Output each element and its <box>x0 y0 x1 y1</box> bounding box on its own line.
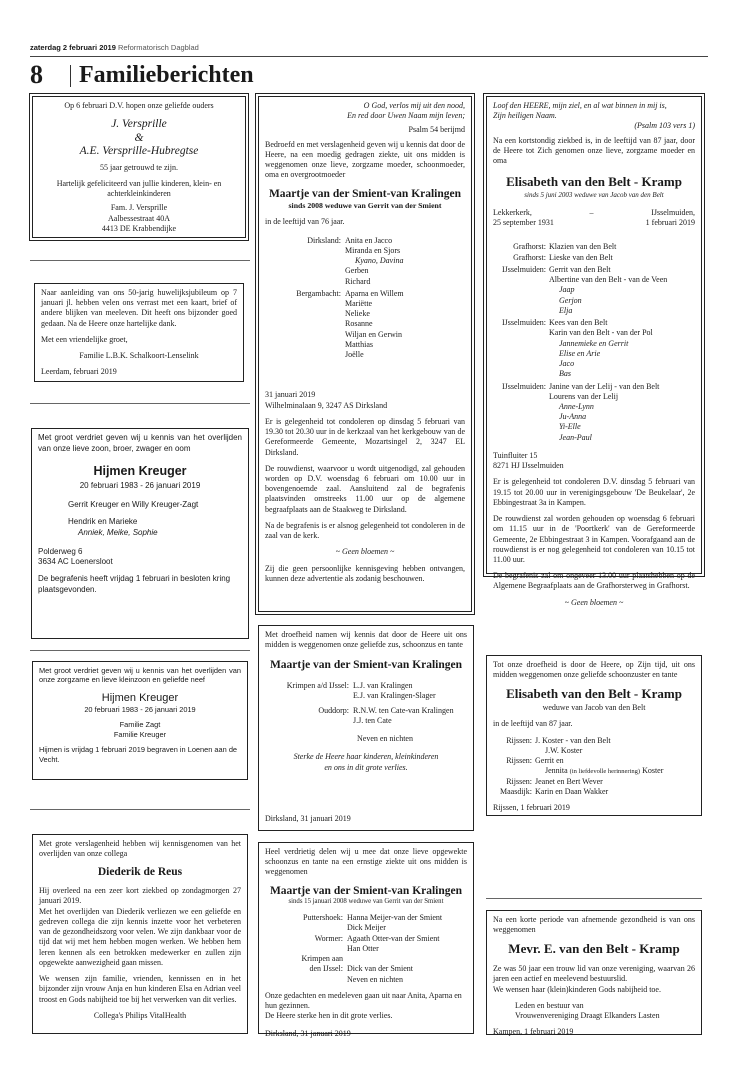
ad9-dates <box>493 218 695 228</box>
ad10-f4: Jennita <box>545 766 568 776</box>
ad6-p3: Na de begrafenis is er alsnog gelegenheid tot condoleren in de zaal van de kerk. <box>265 520 465 541</box>
ad9-verse1: Loof den HEERE, mijn ziel, en al wat binnen in mij is, <box>493 101 667 110</box>
ad10-place3: Rijssen: <box>506 776 532 786</box>
ad9-places <box>493 208 695 218</box>
ad9-family-row <box>493 318 695 379</box>
ad8-p2: De Heere sterke hen in dit grote verlies. <box>265 1011 393 1021</box>
ad6-p4: Zij die geen persoonlijke kennisgeving hebben ontvangen, kunnen deze advertentie als zodanig beschouwen. <box>265 563 465 583</box>
ad4-fam1: Familie Zagt <box>119 720 161 730</box>
section-title: Familieberichten <box>79 62 254 88</box>
ad8-f2: Dick Meijer <box>347 923 386 933</box>
ad10-place2: Rijssen: <box>506 756 532 766</box>
ad8-family1 <box>265 913 467 933</box>
ad6-place2: Bergambacht: <box>296 288 341 298</box>
ad7-name: Maartje van der Smient-van Kralingen <box>269 659 463 672</box>
ad9-family-row <box>493 265 695 316</box>
ad9-family-names <box>549 253 613 263</box>
ad1-amp: & <box>134 131 144 144</box>
ad10-family4 <box>493 787 695 797</box>
ad7-verse1: Sterke de Heere haar kinderen, kleinkinderen <box>293 752 439 762</box>
ad7-f1: L.J. van Kralingen <box>353 681 413 691</box>
ad6-family-bergambacht <box>265 289 465 361</box>
ad5-name: Diederik de Reus <box>97 866 183 879</box>
ad9-city: 8271 HJ IJsselmuiden <box>493 461 564 471</box>
ad9-family-child: Gerjon <box>559 295 582 305</box>
ad3-name: Hijmen Kreuger <box>93 463 187 478</box>
ad-vandenbelt-relatives <box>486 655 702 816</box>
ad6-ref: Psalm 54 berijmd <box>408 125 465 135</box>
ad6-flowers: ~ Geen bloemen ~ <box>335 547 395 557</box>
ad6-place1: Dirksland: <box>307 235 341 245</box>
ad9-family-row <box>493 382 695 443</box>
ad11-sign2: Vrouwenvereniging Draagt Elkanders Lasten <box>515 1011 660 1021</box>
ad3-burial: De begrafenis heeft vrijdag 1 februari in besloten kring plaatsgevonden. <box>38 574 231 595</box>
ad9-family-child: Jaap <box>559 285 575 295</box>
ad4-intro: Met groot verdriet geven wij u kennis van het overlijden van onze zorgzame en lieve kleinzoon en geliefde neef <box>39 666 241 685</box>
ad6-f1: Anita en Jacco <box>345 235 393 245</box>
ad7-date: Dirksland, 31 januari 2019 <box>265 813 351 823</box>
ad7-intro: Met droefheid namen wij kennis dat door de Heere uit ons midden is weggenomen onze geliefde zus, schoonzus en tante <box>265 630 467 650</box>
ad9-street: Tuinfluiter 15 <box>493 450 538 460</box>
ad7-place2: Ouddorp: <box>318 705 349 715</box>
ad6-since: sinds 2008 weduwe van Gerrit van der Smient <box>288 201 442 211</box>
ad1-name2: A.E. Versprille-Hubregtse <box>79 145 199 158</box>
ad6-f5: Aparna en Willem <box>345 288 404 298</box>
ad8-f5: Dick van der Smient <box>347 964 413 974</box>
ad-kreuger-family <box>31 428 249 639</box>
ad6-f2b: Kyano, Davina <box>355 256 404 266</box>
ad3-city: 3634 AC Loenersloot <box>38 557 113 567</box>
header-paper: Reformatorisch Dagblad <box>117 43 199 52</box>
ad11-p1: Ze was 50 jaar een trouw lid van onze vereniging, waarvan 26 jaren een actief en meelevend bestuurslid. <box>493 964 695 984</box>
ad9-ddate: 1 februari 2019 <box>645 218 695 228</box>
ad7-f2: E.J. van Kralingen-Slager <box>353 691 436 701</box>
ad9-family-child: Elise en Arie <box>559 348 601 358</box>
ad7-family1 <box>265 681 467 701</box>
ad9-family-name: Kees van den Belt <box>549 318 608 328</box>
ad6-f4: Richard <box>345 276 371 286</box>
ad9-family-names <box>549 242 616 252</box>
ad3-siblings: Hendrik en Marieke <box>68 517 138 527</box>
ad9-family-child: Ju-Anna <box>559 412 587 422</box>
ad9-family-name: Karin van den Belt - van der Pol <box>549 328 653 338</box>
ad9-family-child: Jannemieke en Gerrit <box>559 338 629 348</box>
ad10-place1: Rijssen: <box>506 735 532 745</box>
ad-schalkoort-thanks <box>34 283 244 382</box>
ad5-p1: Hij overleed na een zeer kort ziekbed op zondagmorgen 27 januari 2019. <box>39 886 241 906</box>
ad5-intro: Met grote verslagenheid hebben wij kennisgenomen van het overlijden van onze collega <box>39 839 241 859</box>
ad6-f6: Mariëtte <box>345 298 373 308</box>
ad1-city: 4413 DE Krabbendijke <box>101 223 177 233</box>
ad8-place2: Wormer: <box>314 933 343 943</box>
separator <box>30 650 250 651</box>
ad9-family-name: Janine van der Lelij - van den Belt <box>549 381 660 391</box>
ad10-f2: J.W. Koster <box>545 745 583 755</box>
title-separator <box>70 65 71 87</box>
ad7-place1: Krimpen a/d IJssel: <box>286 681 349 691</box>
ad10-place4: Maasdijk: <box>500 786 532 796</box>
ad10-family1 <box>493 736 695 756</box>
ad10-names2 <box>535 756 663 777</box>
ad-kreuger-grandparents <box>32 661 248 780</box>
ad9-family-names <box>549 265 667 316</box>
ad9-family-place: IJsselmuiden: <box>502 381 546 391</box>
ad4-dates: 20 februari 1983 - 26 januari 2019 <box>84 705 196 715</box>
ad8-f4: Han Otter <box>347 943 379 953</box>
ad8-place3 <box>265 954 347 985</box>
ad8-p1: Onze gedachten en medeleven gaan uit naar Anita, Aparna en hun gezinnen. <box>265 990 462 1010</box>
ad9-family-place: IJsselmuiden: <box>502 264 546 274</box>
ad1-name1: J. Versprille <box>111 118 167 131</box>
ad8-place3b: den IJssel: <box>309 964 343 974</box>
ad9-family-list <box>493 242 695 442</box>
ad9-p2: De rouwdienst zal worden gehouden op woensdag 6 februari om 11.15 uur in de 'Poortkerk' van de Gereformeerde Gemeente, 2e Ebbingestraat 3 in Kampen. Voorafgaand aan de rouwdienst is er nog gelegenheid tot condoleren van 10.15 tot 11.00 uur. <box>493 514 695 565</box>
ad6-family-dirksland <box>265 236 465 287</box>
ad6-intro: Bedroefd en met verslagenheid geven wij u kennis dat door de Heere, na een moedig gedragen ziekte, uit ons midden is weggenomen onze lieve, zorgzame moeder, schoonmoeder, oma en overgrootmoeder <box>265 139 465 180</box>
ad4-burial: Hijmen is vrijdag 1 februari 2019 begraven in Loenen aan de Vecht. <box>39 745 238 764</box>
ad9-intro: Na een kortstondig ziekbed is, in de leeftijd van 87 jaar, door de Heere tot Zich genomen onze lieve, zorgzame moeder en oma <box>493 135 695 166</box>
ad3-intro: Met groot verdriet geven wij u kennis van het overlijden van onze lieve zoon, broer, zwager en oom <box>38 433 242 453</box>
ad9-flowers: ~ Geen bloemen ~ <box>564 597 624 607</box>
ad1-fam: Fam. J. Versprille <box>110 203 168 213</box>
ad10-f1: J. Koster - van den Belt <box>535 735 611 745</box>
ad6-f3: Gerben <box>345 266 369 276</box>
separator <box>486 898 702 899</box>
separator <box>30 809 250 810</box>
ad-smient-family <box>258 96 472 612</box>
ad4-fam2: Familie Kreuger <box>113 729 167 739</box>
ad9-family-child: Jaco <box>559 359 575 369</box>
ad10-f4b: (in liefdevolle herinnering) <box>569 768 641 776</box>
ad6-f8: Rosanne <box>345 319 373 329</box>
ad6-age: in de leeftijd van 76 jaar. <box>265 217 345 227</box>
ad7-f4: J.J. ten Cate <box>353 715 392 725</box>
ad10-f4c: Koster <box>642 766 664 776</box>
ad9-family-row <box>493 242 695 252</box>
ad8-date: Dirksland, 31 januari 2019 <box>265 1029 351 1039</box>
ad9-family-child: Anne-Lynn <box>559 401 594 411</box>
ad8-names1 <box>347 913 442 933</box>
ad3-dates: 20 februari 1983 - 26 januari 2019 <box>79 481 201 491</box>
ad8-since: sinds 15 januari 2008 weduwe van Gerrit van der Smient <box>288 898 444 906</box>
ad8-place3a: Krimpen aan <box>301 954 343 964</box>
ad10-f3: Gerrit en <box>535 756 564 766</box>
ad7-names2 <box>353 706 454 726</box>
ad2-text: Naar aanleiding van ons 50-jarig huwelijksjubileum op 7 januari jl. hebben velen ons verrast met een kaart, brief of andere blijken van meeleven. Dit heeft ons bijzonder goed gedaan. Na de Heere onze hartelijke dank. <box>41 288 237 328</box>
ad9-family-child: Yi-Elle <box>559 422 581 432</box>
page-header <box>30 43 199 53</box>
separator <box>30 403 250 404</box>
ad6-f9: Wiljan en Gerwin <box>345 329 402 339</box>
ad6-names1 <box>345 236 403 287</box>
ad6-names2 <box>345 289 404 361</box>
ad8-f3: Agaath Otter-van der Smient <box>347 933 440 943</box>
ad9-p1: Er is gelegenheid tot condoleren D.V. dinsdag 5 februari van 19.15 tot 20.00 uur in verenigingsgebouw 'De Beukelaar', 2e Ebbingestraat 3a in Kampen. <box>493 477 695 507</box>
ad10-name: Elisabeth van den Belt - Kramp <box>506 686 682 702</box>
ad9-family-place: Grafhorst: <box>513 242 546 252</box>
ad6-f11: Joëlle <box>345 350 364 360</box>
ad11-date: Kampen, 1 februari 2019 <box>493 1027 574 1037</box>
ad5-p3: We wensen zijn familie, vrienden, kennissen en in het bijzonder zijn vrouw Anja en hun kinderen Elsa en Adrian veel troost en Gods nabijheid toe bij het verwerken van dit verlies. <box>39 974 241 1004</box>
ad10-date: Rijssen, 1 februari 2019 <box>493 803 570 813</box>
ad3-children: Anniek, Meike, Sophie <box>78 527 158 537</box>
ad1-street: Aalbessestraat 40A <box>108 213 170 223</box>
ad9-family-names <box>549 318 653 379</box>
ad4-name: Hijmen Kreuger <box>101 691 179 704</box>
ad10-family2 <box>493 756 695 777</box>
ad9-family-place: IJsselmuiden: <box>502 318 546 328</box>
ad6-verse1: O God, verlos mij uit den nood, <box>363 101 465 110</box>
ad9-ref: (Psalm 103 vers 1) <box>634 121 695 131</box>
ad9-dash: – <box>589 207 594 217</box>
ad11-sign1: Leden en bestuur van <box>515 1000 584 1010</box>
ad11-intro: Na een korte periode van afnemende gezondheid is van ons weggenomen <box>493 915 695 935</box>
ad7-f5: Neven en nichten <box>357 734 413 744</box>
ad6-f2: Miranda en Sjors <box>345 245 401 255</box>
ad5-sign: Collega's Philips VitalHealth <box>93 1010 187 1020</box>
ad6-p2: De rouwdienst, waarvoor u wordt uitgenodigd, zal gehouden worden op D.V. woensdag 6 februari om 10.00 uur in bovengenoemde zaal. Aansluitend zal de begrafenis plaatsvinden omstreeks 11.00 uur op de algemene begraafplaats aan de Staakweg te Dirksland. <box>265 463 465 514</box>
ad8-family3 <box>265 954 467 985</box>
ad7-verse2: en ons in dit grote verlies. <box>324 762 408 772</box>
ad10-names1 <box>535 736 611 756</box>
ad2-family: Familie L.B.K. Schalkoort-Lenselink <box>79 351 199 361</box>
ad8-names2 <box>347 934 439 954</box>
ad9-family-row <box>493 253 695 263</box>
ad9-family-child: Jean-Paul <box>559 432 592 442</box>
ad9-family-place: Grafhorst: <box>513 252 546 262</box>
ad-smient-inlaws <box>258 842 474 1039</box>
ad5-p2: Met het overlijden van Diederik verliezen we een geliefde en gedreven collega die zijn kennis inzette voor het verbeteren van de gezondheidszorg voor velen. We zijn dankbaar voor de tijd dat wij met hem hebben mogen werken. We hebben hem leren kennen als een betrokken medewerker en zullen zijn opgewekte aanwezigheid gaan missen. <box>39 906 241 967</box>
separator <box>30 260 250 261</box>
ad-smient-sibling <box>258 625 474 831</box>
ad9-since: sinds 5 juni 2003 weduwe van Jacob van den Belt <box>524 191 664 200</box>
ad3-street: Polderweg 6 <box>38 546 83 556</box>
ad10-f5: Jeanet en Bert Wever <box>535 776 603 786</box>
ad10-f6: Karin en Daan Wakker <box>535 786 609 796</box>
ad9-bplace: Lekkerkerk, <box>493 207 532 217</box>
ad9-family-name: Lourens van der Lelij <box>549 391 619 401</box>
ad8-family2 <box>265 934 467 954</box>
ad10-intro: Tot onze droefheid is door de Heere, op Zijn tijd, uit ons midden weggenomen onze geliefde schoonzuster en tante <box>493 660 695 680</box>
ad-vandenbelt-family <box>486 96 702 607</box>
ad8-names3 <box>347 954 413 985</box>
ad7-family2 <box>265 706 467 726</box>
ad1-years: 55 jaar getrouwd te zijn. <box>100 162 178 172</box>
ad2-place: Leerdam, februari 2019 <box>41 367 117 377</box>
ad7-names1 <box>353 681 436 701</box>
ad8-f1: Hanna Meijer-van der Smient <box>347 913 443 923</box>
ad9-verse2: Zijn heiligen Naam. <box>493 111 557 121</box>
ad6-p1: Er is gelegenheid tot condoleren op dinsdag 5 februari van 19.30 tot 20.30 uur in de kerkzaal van het kerkgebouw van de Gereformeerde Gemeente, Mozartsingel 2, 3247 EL Dirksland. <box>265 416 465 457</box>
ad9-family-names <box>549 382 659 443</box>
ad8-place1: Puttershoek: <box>303 913 343 923</box>
ad3-parents: Gerrit Kreuger en Willy Kreuger-Zagt <box>68 500 199 510</box>
ad2-greet: Met een vriendelijke groet, <box>41 334 128 344</box>
ad6-name: Maartje van der Smient-van Kralingen <box>268 187 462 200</box>
ad1-intro: Op 6 februari D.V. hopen onze geliefde ouders <box>64 101 214 110</box>
ad11-name: Mevr. E. van den Belt - Kramp <box>508 941 680 957</box>
ad1-congrats: Hartelijk gefeliciteerd van jullie kinderen, klein- en achterkleinkinderen <box>56 178 222 199</box>
ad-versprille-anniversary <box>32 96 246 238</box>
ad9-family-name: Gerrit van den Belt <box>549 264 611 274</box>
ad9-family-child: Bas <box>559 369 571 379</box>
ad6-f10: Matthias <box>345 339 373 349</box>
ad7-f3: R.N.W. ten Cate-van Kralingen <box>353 705 454 715</box>
ad8-intro: Heel verdrietig delen wij u mee dat onze lieve opgewekte schoonzus en tante na een ernstige ziekte uit ons midden is weggenomen <box>265 847 467 877</box>
ad9-name: Elisabeth van den Belt - Kramp <box>506 174 682 190</box>
header-date: zaterdag 2 februari 2019 <box>30 43 116 52</box>
ad9-family-name: Albertine van den Belt - van de Veen <box>549 275 668 285</box>
ad6-f7: Nelieke <box>345 309 370 319</box>
ad9-family-name: Lieske van den Belt <box>549 252 613 262</box>
ad-de-reus <box>32 834 248 1034</box>
ad9-p3: De begrafenis zal om ongeveer 13.00 uur plaatshebben op de Algemene Begraafplaats aan de Grafhorsterweg in Grafhorst. <box>493 571 695 591</box>
ad10-family3 <box>493 777 695 787</box>
ad10-since: weduwe van Jacob van den Belt <box>542 703 646 713</box>
ad11-p2: We wensen haar (klein)kinderen Gods nabijheid toe. <box>493 984 661 994</box>
ad8-name: Maartje van der Smient-van Kralingen <box>269 884 463 897</box>
ad6-addr: Wilhelminalaan 9, 3247 AS Dirksland <box>265 400 388 410</box>
ad6-verse2: En red door Uwen Naam mijn leven; <box>347 111 465 121</box>
ad8-f6: Neven en nichten <box>347 974 403 984</box>
ad9-dplace: IJsselmuiden, <box>651 207 695 217</box>
page-number: 8 <box>30 60 43 89</box>
ad-vandenbelt-association <box>486 910 702 1035</box>
ad6-date: 31 januari 2019 <box>265 390 316 400</box>
ad9-family-name: Klazien van den Belt <box>549 242 617 252</box>
header-rule <box>30 56 708 57</box>
ad9-family-child: Elja <box>559 305 573 315</box>
ad10-age: in de leeftijd van 87 jaar. <box>493 719 573 729</box>
ad9-bdate: 25 september 1931 <box>493 218 554 228</box>
